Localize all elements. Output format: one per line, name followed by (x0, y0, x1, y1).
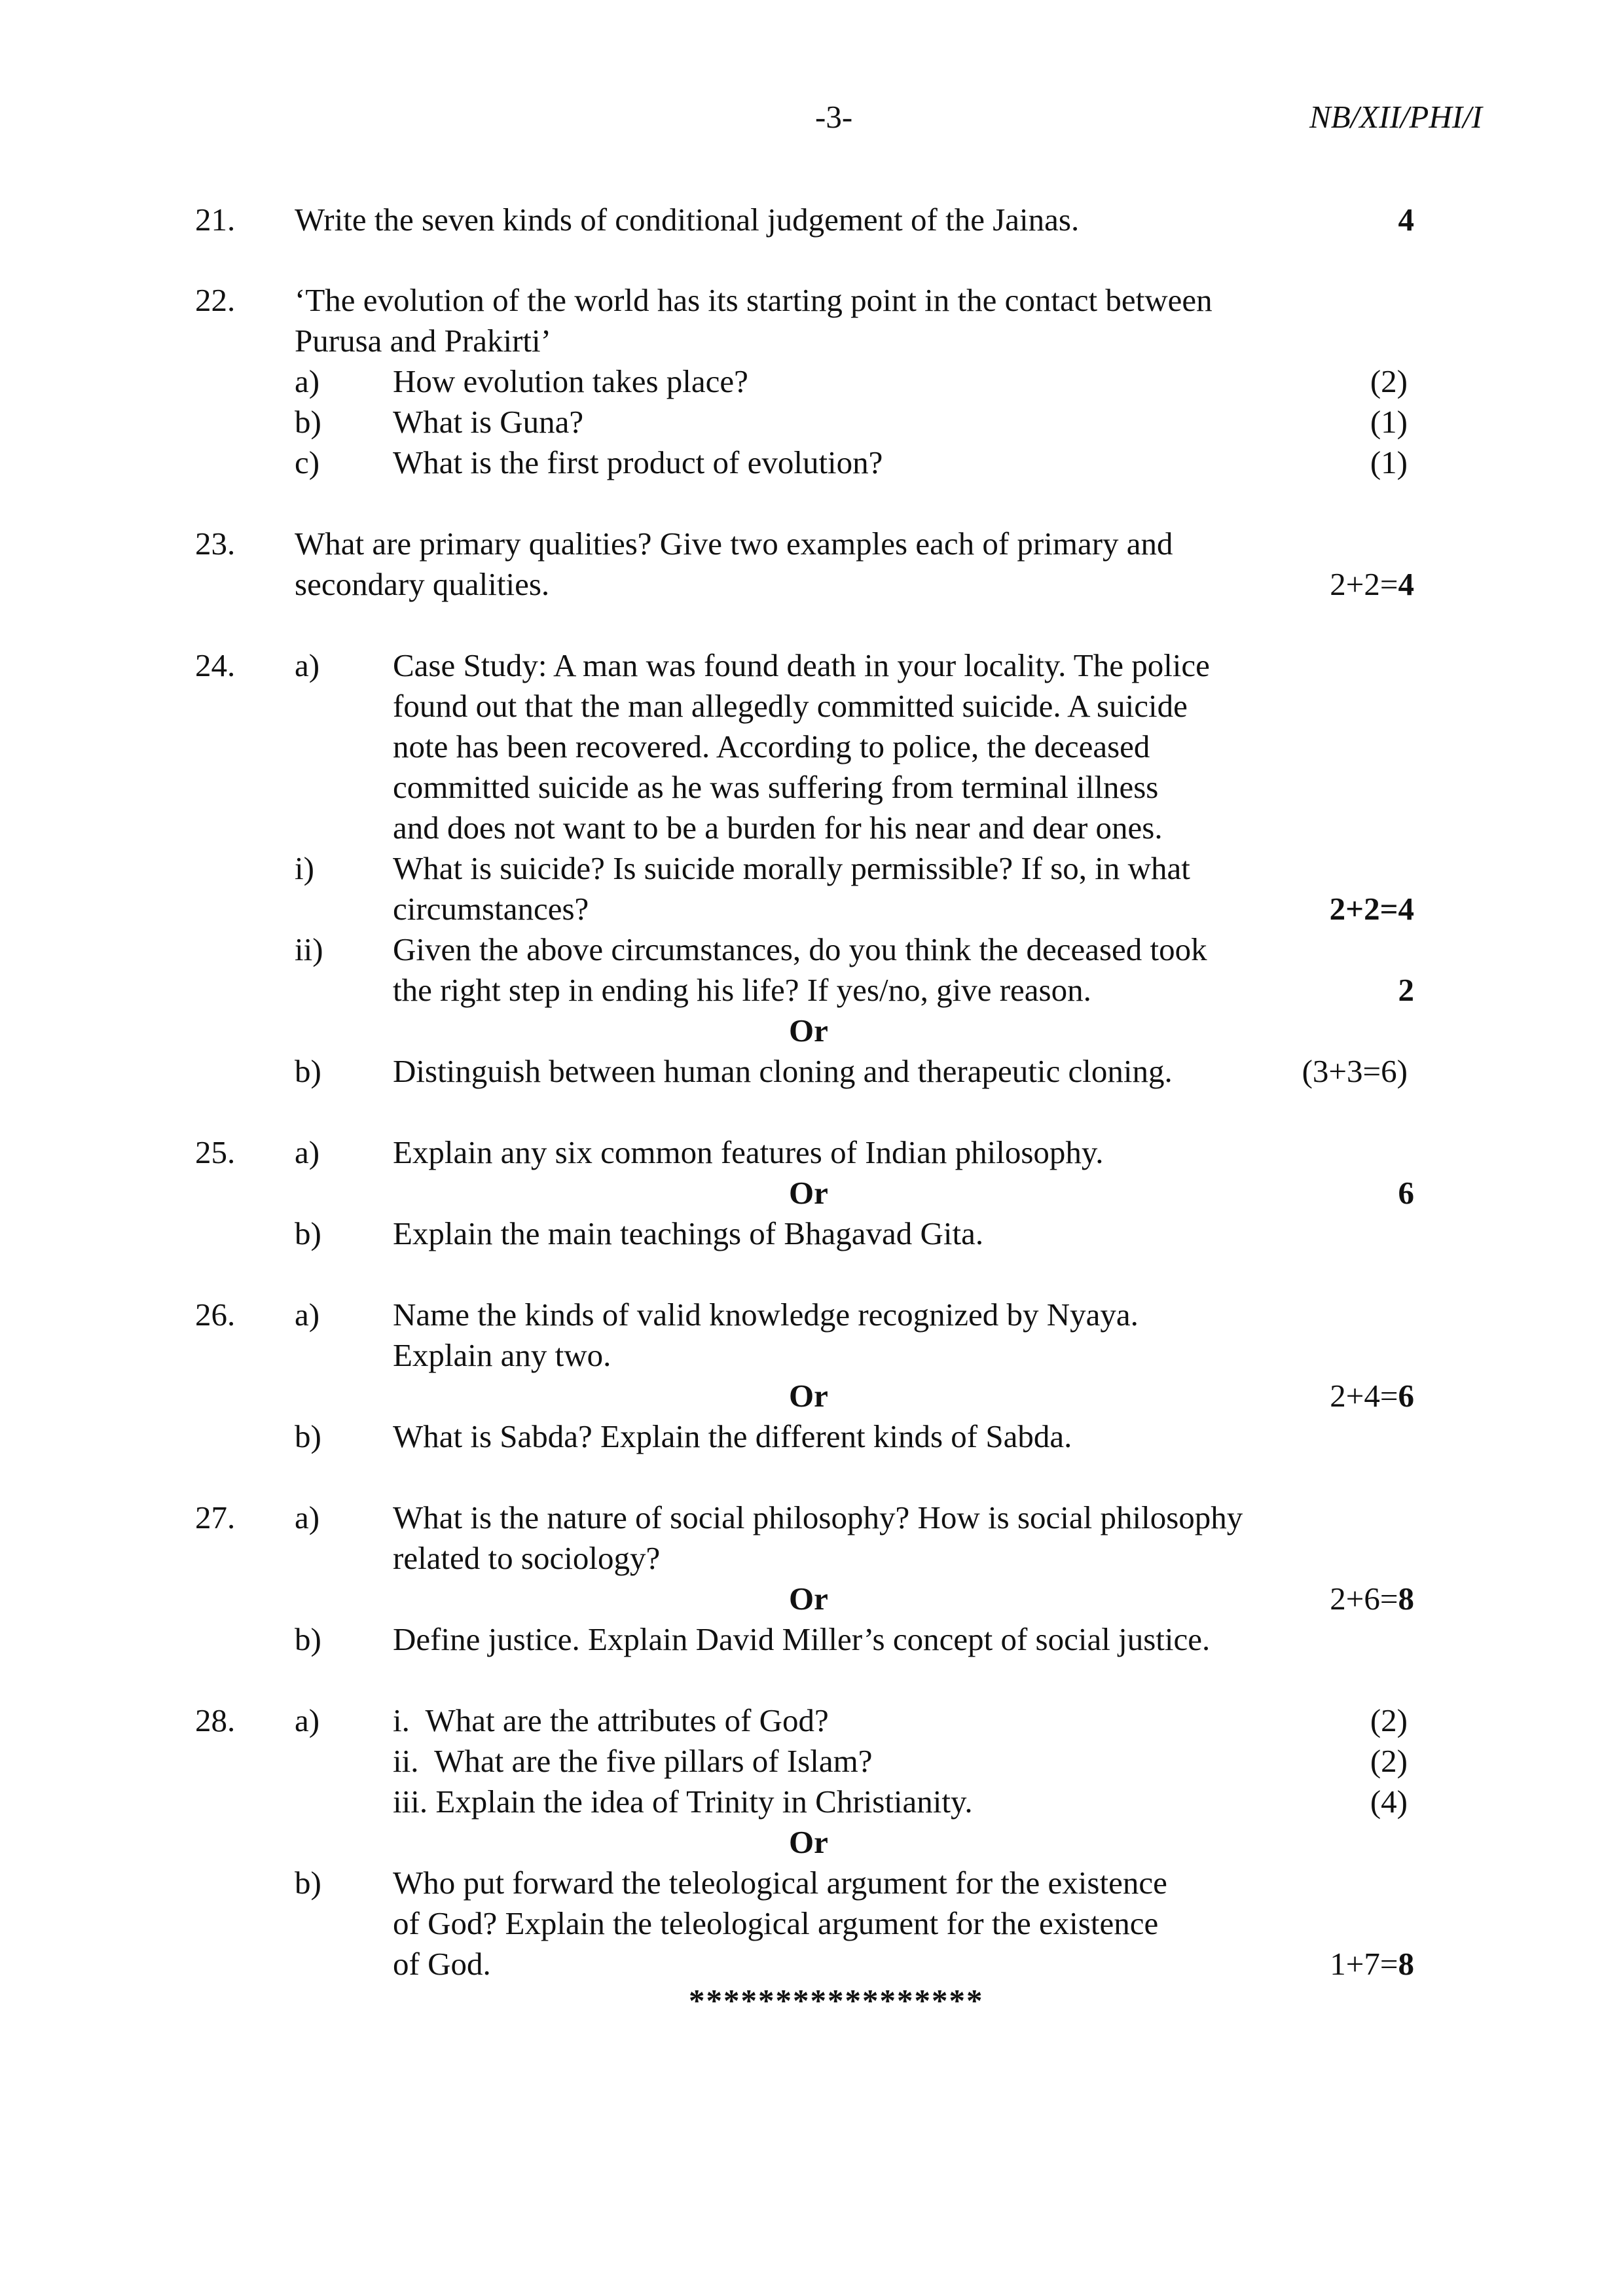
question-text: Purusa and Prakirti’ (295, 323, 551, 359)
marks: 2 (1398, 972, 1414, 1008)
part-label: b) (295, 1865, 321, 1901)
part-text: What is the first product of evolution? (393, 444, 883, 480)
sub-item: ii. What are the five pillars of Islam? (393, 1743, 873, 1779)
part-text: Name the kinds of valid knowledge recognized by Nyaya. (393, 1297, 1139, 1333)
part-label: b) (295, 1053, 321, 1089)
or-separator: Or (789, 1824, 828, 1860)
part-text: How evolution takes place? (393, 363, 748, 399)
or-separator: Or (789, 1013, 828, 1049)
end-of-paper-stars: ***************** (689, 1982, 984, 2018)
case-text: and does not want to be a burden for his near and dear ones. (393, 810, 1163, 846)
part-text: What is Guna? (393, 404, 584, 440)
case-text: committed suicide as he was suffering from terminal illness (393, 769, 1159, 805)
part-label: ii) (295, 931, 323, 967)
marks: 2+6=8 (1330, 1581, 1414, 1617)
page-number: -3- (815, 99, 853, 135)
part-text: of God. (393, 1946, 491, 1982)
part-label: a) (295, 1134, 320, 1170)
part-label: b) (295, 1215, 321, 1251)
part-label: a) (295, 363, 320, 399)
question-number: 23. (195, 526, 236, 562)
part-text: Explain any two. (393, 1337, 611, 1373)
sub-item: i. What are the attributes of God? (393, 1702, 829, 1738)
part-text: of God? Explain the teleological argument for the existence (393, 1905, 1159, 1941)
part-label: a) (295, 1702, 320, 1738)
or-separator: Or (789, 1378, 828, 1414)
case-text: Case Study: A man was found death in your locality. The police (393, 647, 1210, 683)
question-number: 25. (195, 1134, 236, 1170)
marks: (1) (1370, 404, 1408, 440)
marks: 4 (1398, 202, 1414, 238)
part-text: Who put forward the teleological argument for the existence (393, 1865, 1167, 1901)
question-number: 22. (195, 282, 236, 318)
marks: 6 (1398, 1175, 1414, 1211)
paper-code: NB/XII/PHI/I (1309, 99, 1482, 135)
case-text: found out that the man allegedly committed suicide. A suicide (393, 688, 1188, 724)
part-text: the right step in ending his life? If yes/no, give reason. (393, 972, 1091, 1008)
marks: 2+2=4 (1329, 891, 1414, 927)
part-text: Given the above circumstances, do you think the deceased took (393, 931, 1207, 967)
part-text: What is the nature of social philosophy? How is social philosophy (393, 1499, 1243, 1535)
part-text: related to sociology? (393, 1540, 661, 1576)
marks: (4) (1370, 1784, 1408, 1820)
question-text: What are primary qualities? Give two examples each of primary and (295, 526, 1173, 562)
sub-item: iii. Explain the idea of Trinity in Christianity. (393, 1784, 973, 1820)
marks: 2+2=4 (1330, 566, 1414, 602)
question-number: 26. (195, 1297, 236, 1333)
part-label: b) (295, 1418, 321, 1454)
part-text: Explain any six common features of Indian philosophy. (393, 1134, 1104, 1170)
part-label: b) (295, 404, 321, 440)
part-label: a) (295, 647, 320, 683)
part-text: What is Sabda? Explain the different kinds of Sabda. (393, 1418, 1072, 1454)
part-label: a) (295, 1499, 320, 1535)
question-number: 27. (195, 1499, 236, 1535)
part-label: a) (295, 1297, 320, 1333)
part-text: Explain the main teachings of Bhagavad Gita. (393, 1215, 984, 1251)
marks: (1) (1370, 444, 1408, 480)
question-number: 28. (195, 1702, 236, 1738)
or-separator: Or (789, 1175, 828, 1211)
question-text: secondary qualities. (295, 566, 550, 602)
marks: (2) (1370, 1743, 1408, 1779)
marks: (3+3=6) (1302, 1053, 1408, 1089)
part-text: Distinguish between human cloning and therapeutic cloning. (393, 1053, 1173, 1089)
marks: (2) (1370, 363, 1408, 399)
part-text: Define justice. Explain David Miller’s concept of social justice. (393, 1621, 1211, 1657)
question-text: Write the seven kinds of conditional judgement of the Jainas. (295, 202, 1080, 238)
part-label: b) (295, 1621, 321, 1657)
part-label: c) (295, 444, 320, 480)
marks: 2+4=6 (1330, 1378, 1414, 1414)
or-separator: Or (789, 1581, 828, 1617)
case-text: note has been recovered. According to police, the deceased (393, 728, 1150, 764)
part-text: What is suicide? Is suicide morally permissible? If so, in what (393, 850, 1190, 886)
marks: 1+7=8 (1330, 1946, 1414, 1982)
marks: (2) (1370, 1702, 1408, 1738)
question-text: ‘The evolution of the world has its starting point in the contact between (295, 282, 1213, 318)
question-number: 21. (195, 202, 236, 238)
question-number: 24. (195, 647, 236, 683)
part-label: i) (295, 850, 314, 886)
part-text: circumstances? (393, 891, 589, 927)
